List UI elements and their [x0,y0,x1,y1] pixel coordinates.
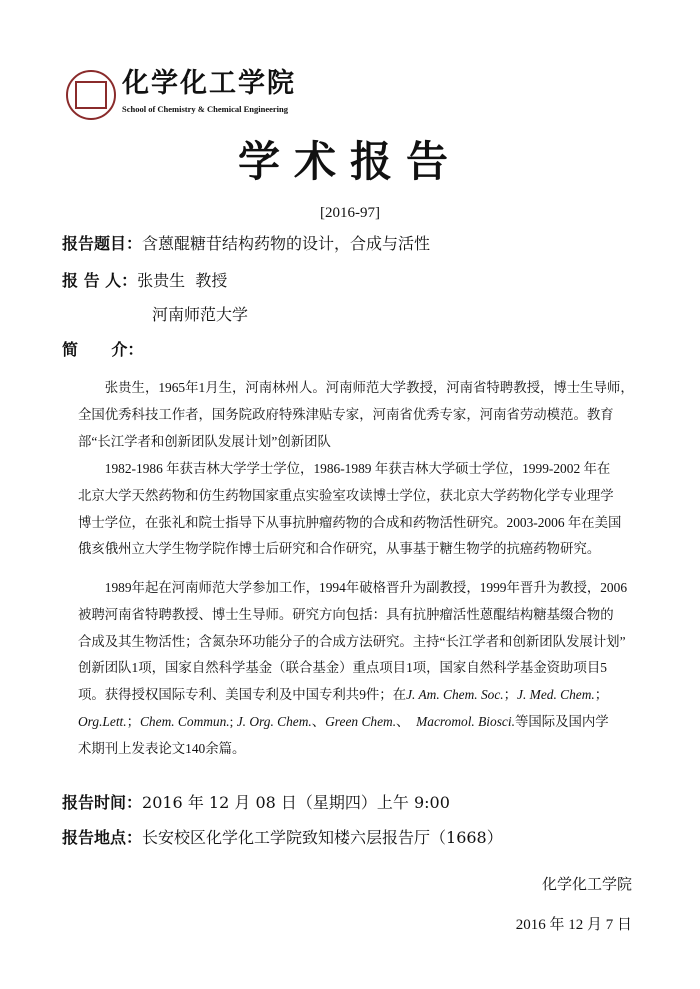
bio-text-segment: 创新团队1项，国家自然科学基金（联合基金）重点项目1项，国家自然科学基金资助项目5 [78,660,607,676]
bio-text-segment: ； [126,714,140,729]
bio-text-segment: 合成及其生物活性；含氮杂环功能分子的合成方法研究。主持“长江学者和创新团队发展计划” [78,633,626,649]
bio-text-segment: 博士学位，在张礼和院士指导下从事抗肿瘤药物的合成和药物活性研究。2003-2006 年在美国 [78,514,622,530]
bio-line [78,685,608,705]
bio-text-segment: 、 [311,714,326,729]
bio-text-segment: 俄亥俄州立大学生物学院作博士后研究和合作研究，从事基于糖生物学的抗癌药物研究。 [78,541,601,557]
journal-name: Macromol. Biosci. [416,714,515,729]
bio-line [78,432,331,452]
journal-name: Chem. Commun. [140,714,230,729]
bio-text-segment: ; [229,714,237,729]
bio-text-segment: 术期刊上发表论文140余篇。 [78,740,246,756]
bio-text-segment: 张贵生，1965年1月生，河南林州人。河南师范大学教授，河南省特聘教授，博士生导师， [78,380,634,395]
bio-line [78,513,621,533]
school-seal-logo [66,70,116,120]
topic-row [62,233,430,255]
bio-line [78,539,600,559]
speaker-affiliation: 河南师范大学 [152,305,249,324]
bio-line [78,405,614,425]
school-name-en: School of Chemistry & Chemical Engineering [122,104,288,114]
journal-name: Green Chem. [325,714,397,729]
bio-text-segment: 被聘河南省特聘教授、博士生导师。研究方向包括：具有抗肿瘤活性蒽醌结构糖基缀合物的 [78,606,614,622]
journal-name: J. Org. Chem. [236,714,312,729]
bio-line [78,712,609,732]
bio-text-segment: 1982-1986 年获吉林大学学士学位，1986-1989 年获吉林大学硕士学位，1999-2002 年在 [78,461,611,476]
bio-text-segment: ； [594,687,609,703]
place-row [62,827,503,849]
bio-line [78,486,614,506]
footer-org: 化学化工学院 [541,875,632,893]
bio-line [78,378,634,398]
speaker-label: 报 告 人： [62,271,138,290]
bio-text-segment: 等国际及国内学 [514,714,609,729]
bio-text-segment: 、 [396,714,417,729]
report-code: [2016-97] [320,205,380,221]
topic-value: 含蒽醌糖苷结构药物的设计，合成与活性 [142,234,431,253]
bio-line [78,605,614,625]
bio-text-segment: 1989年起在河南师范大学参加工作，1994年破格晋升为副教授，1999年晋升为教授，2006 [78,580,628,595]
time-row [62,792,450,814]
bio-text-segment: 项。获得授权国际专利、美国专利及中国专利共9件；在 [78,687,407,703]
seal-center [75,81,107,109]
bio-text-segment: 北京大学天然药物和仿生药物国家重点实验室攻读博士学位，获北京大学药物化学专业理学 [78,487,614,503]
bio-line [78,459,610,479]
speaker-value: 张贵生 教授 [137,271,228,290]
bio-line [78,739,245,759]
journal-name: J. Med. Chem. [517,687,595,703]
place-value: 长安校区化学化工学院致知楼六层报告厅（1668） [142,828,503,847]
speaker-row [62,270,227,292]
footer-date: 2016 年 12 月 7 日 [515,917,632,933]
topic-label: 报告题目： [62,234,143,253]
school-name-cn: 化学化工学院 [122,68,296,99]
bio-text-segment: 部“长江学者和创新团队发展计划”创新团队 [78,433,331,449]
time-label: 报告时间： [62,793,143,812]
bio-text-segment: ； [503,687,518,703]
journal-name: Org.Lett. [78,714,127,729]
bio-line [78,578,627,598]
intro-label: 简 介： [62,340,144,359]
place-label: 报告地点： [62,828,143,847]
bio-line [78,658,607,678]
bio-line [78,632,626,652]
time-value: 2016 年 12 月 08 日（星期四）上午 9:00 [142,793,450,812]
page-title: 学术报告 [237,137,462,186]
bio-text-segment: 全国优秀科技工作者，国务院政府特殊津贴专家，河南省优秀专家，河南省劳动模范。教育 [78,406,614,422]
journal-name: J. Am. Chem. Soc. [406,687,504,703]
